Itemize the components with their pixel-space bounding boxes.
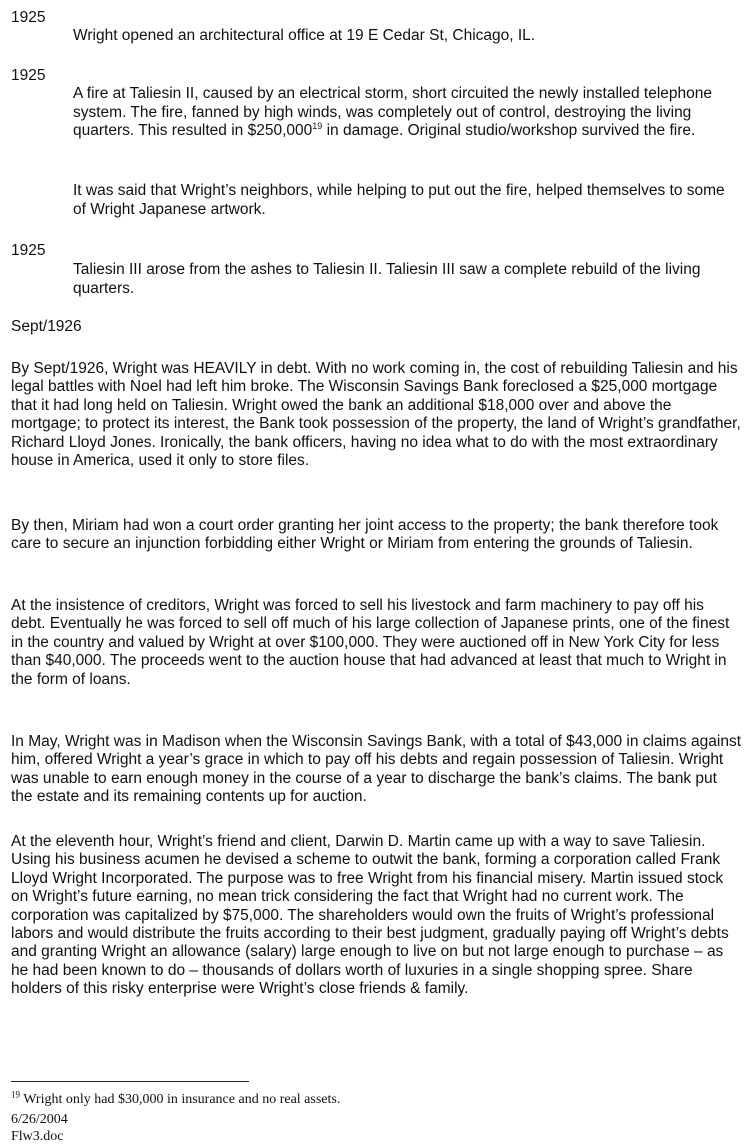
entry-date: 1925 xyxy=(11,9,46,26)
footer-filename: Flw3.doc xyxy=(11,1129,64,1144)
entry-date: 1925 xyxy=(11,242,46,259)
body-paragraph: By Sept/1926, Wright was HEAVILY in debt. With no work coming in, the cost of rebuilding Taliesin and his legal battles with Noel had left him broke. The Wisconsin Savings Bank foreclosed a $25,000 mortgage that it had long held on Taliesin. Wright owed the bank an additional $18,000 over and above the mortgage; to protect its interest, the Bank took possession of the property, the land of Wright’s grandfather, Richard Lloyd Jones. Ironically, the bank officers, having no idea what to do with the most extraordinary house in America, used it only to store files. xyxy=(11,360,741,470)
body-paragraph: In May, Wright was in Madison when the Wisconsin Savings Bank, with a total of $43,000 in claims against him, offered Wright a year’s grace in which to pay off his debts and regain possession of Taliesin. Wright was unable to earn enough money in the course of a year to discharge the bank’s claims. The bank put the estate and its remaining contents up for auction. xyxy=(11,733,742,806)
footnote-reference: 19 xyxy=(312,120,323,131)
entry-text: Wright opened an architectural office at 19 E Cedar St, Chicago, IL. xyxy=(73,27,536,44)
entry-text-part: A fire at Taliesin II, caused by an electrical storm, short circuited the newly installed telephone system. The fire, fanned by high winds, was completely out of control, destroying the living quarters. This resulted in $250,000 xyxy=(73,85,712,139)
footer-date: 6/26/2004 xyxy=(11,1112,68,1127)
body-paragraph: At the insistence of creditors, Wright was forced to sell his livestock and farm machinery to pay off his debt. Eventually he was forced to sell off much of his large collection of Japanese prints, one of the finest in the country and valued by Wright at over $100,000. They were auctioned off in New York City for less than $40,000. The proceeds went to the auction house that had advanced at least that much to Wright in the form of loans. xyxy=(11,597,730,688)
entry-text xyxy=(73,85,741,141)
entry-text: Taliesin III arose from the ashes to Taliesin II. Taliesin III saw a complete rebuild of the living quarters. xyxy=(73,261,701,297)
body-paragraph: By then, Miriam had won a court order granting her joint access to the property; the bank therefore took care to secure an injunction forbidding either Wright or Miriam from entering the grounds of Taliesin. xyxy=(11,517,719,553)
body-paragraph: At the eleventh hour, Wright’s friend and client, Darwin D. Martin came up with a way to save Taliesin. Using his business acumen he devised a scheme to outwit the bank, forming a corporation called Frank Lloyd Wright Incorporated. The purpose was to free Wright from his financial misery. Martin issued stock on Wright’s future earning, no mean trick considering the fact that Wright had no current work. The corporation was capitalized by $75,000. The shareholders would own the fruits of Wright’s professional labors and would distribute the fruits according to their best judgment, gradually paying off Wright’s debts and granting Wright an allowance (salary) large enough to live on but not large enough to purchase – as he had been known to do – thousands of dollars worth of luxuries in a single shopping spree. Share holders of this risky enterprise were Wright’s close friends & family. xyxy=(11,833,729,998)
entry-date: 1925 xyxy=(11,67,46,84)
footnote xyxy=(11,1091,340,1108)
entry-text: It was said that Wright’s neighbors, while helping to put out the fire, helped themselves to some of Wright Japanese artwork. xyxy=(73,182,725,218)
section-date: Sept/1926 xyxy=(11,318,82,335)
footnote-text: Wright only had $30,000 in insurance and no real assets. xyxy=(20,1092,341,1107)
footnote-divider xyxy=(11,1081,249,1082)
entry-text-part: in damage. Original studio/workshop survived the fire. xyxy=(322,122,696,139)
footnote-number: 19 xyxy=(11,1089,20,1100)
